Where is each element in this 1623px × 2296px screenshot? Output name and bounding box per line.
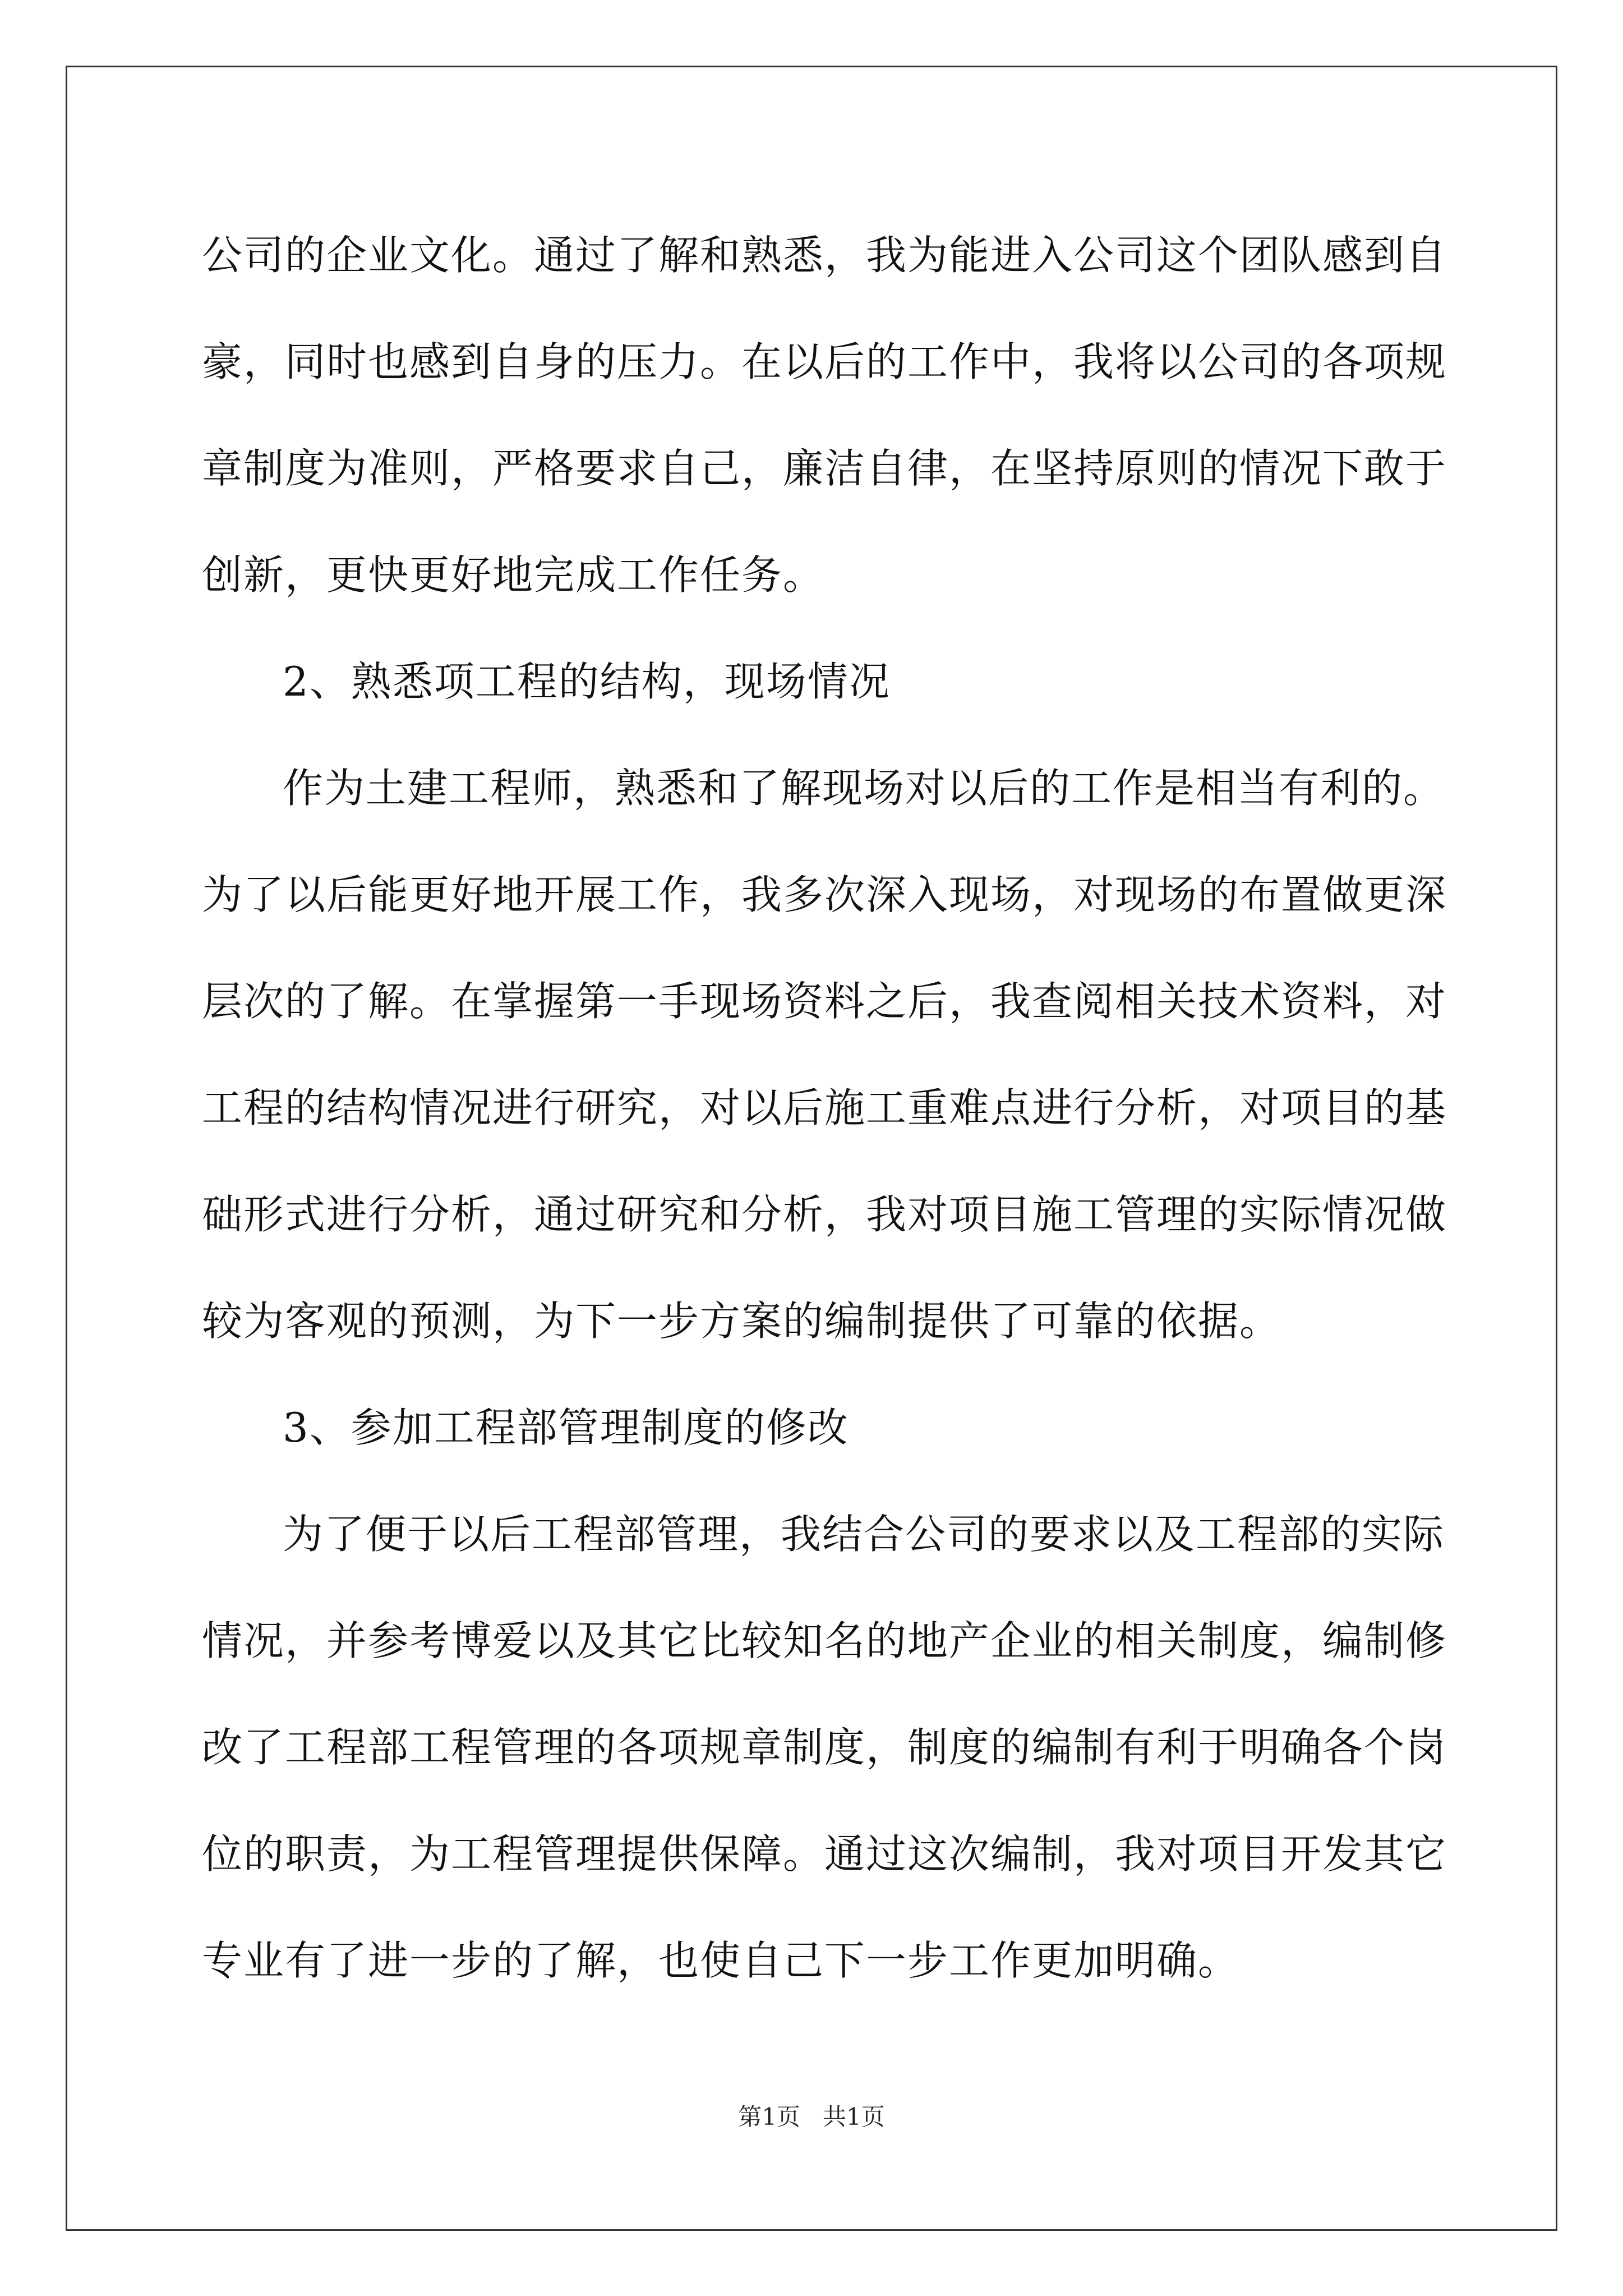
page-total: 共1页: [823, 2103, 885, 2131]
section-heading: 3、参加工程部管理制度的修改: [283, 1404, 849, 1451]
section-heading: 2、熟悉项工程的结构，现场情况: [283, 658, 891, 705]
text-line: 础形式进行分析，通过研究和分析，我对项目施工管理的实际情况做: [202, 1191, 1447, 1238]
text-line: 情况，并参考博爱以及其它比较知名的地产企业的相关制度，编制修: [202, 1617, 1447, 1664]
text-line: 较为客观的预测，为下一步方案的编制提供了可靠的依据。: [202, 1297, 1281, 1345]
page-footer: [0, 2100, 1623, 2134]
text-line: 工程的结构情况进行研究，对以后施工重难点进行分析，对项目的基: [202, 1084, 1447, 1131]
document-body: [202, 202, 1447, 2014]
text-line: 章制度为准则，严格要求自己，廉洁自律，在坚持原则的情况下敢于: [202, 445, 1447, 492]
text-line: 改了工程部工程管理的各项规章制度，制度的编制有利于明确各个岗: [202, 1724, 1447, 1771]
text-line: 位的职责，为工程管理提供保障。通过这次编制，我对项目开发其它: [202, 1830, 1447, 1878]
text-line: 为了便于以后工程部管理，我结合公司的要求以及工程部的实际: [283, 1511, 1445, 1558]
text-line: 专业有了进一步的了解，也使自己下一步工作更加明确。: [202, 1937, 1240, 1984]
text-line: 豪，同时也感到自身的压力。在以后的工作中，我将以公司的各项规: [202, 338, 1447, 385]
text-line: 层次的了解。在掌握第一手现场资料之后，我查阅相关技术资料，对: [202, 978, 1447, 1025]
text-line: 创新，更快更好地完成工作任务。: [202, 551, 825, 599]
page-number: 第1页: [738, 2103, 800, 2131]
text-line: 为了以后能更好地开展工作，我多次深入现场，对现场的布置做更深: [202, 871, 1447, 918]
text-line: 作为土建工程师，熟悉和了解现场对以后的工作是相当有利的。: [283, 765, 1445, 812]
text-line: 公司的企业文化。通过了解和熟悉，我为能进入公司这个团队感到自: [202, 232, 1447, 279]
